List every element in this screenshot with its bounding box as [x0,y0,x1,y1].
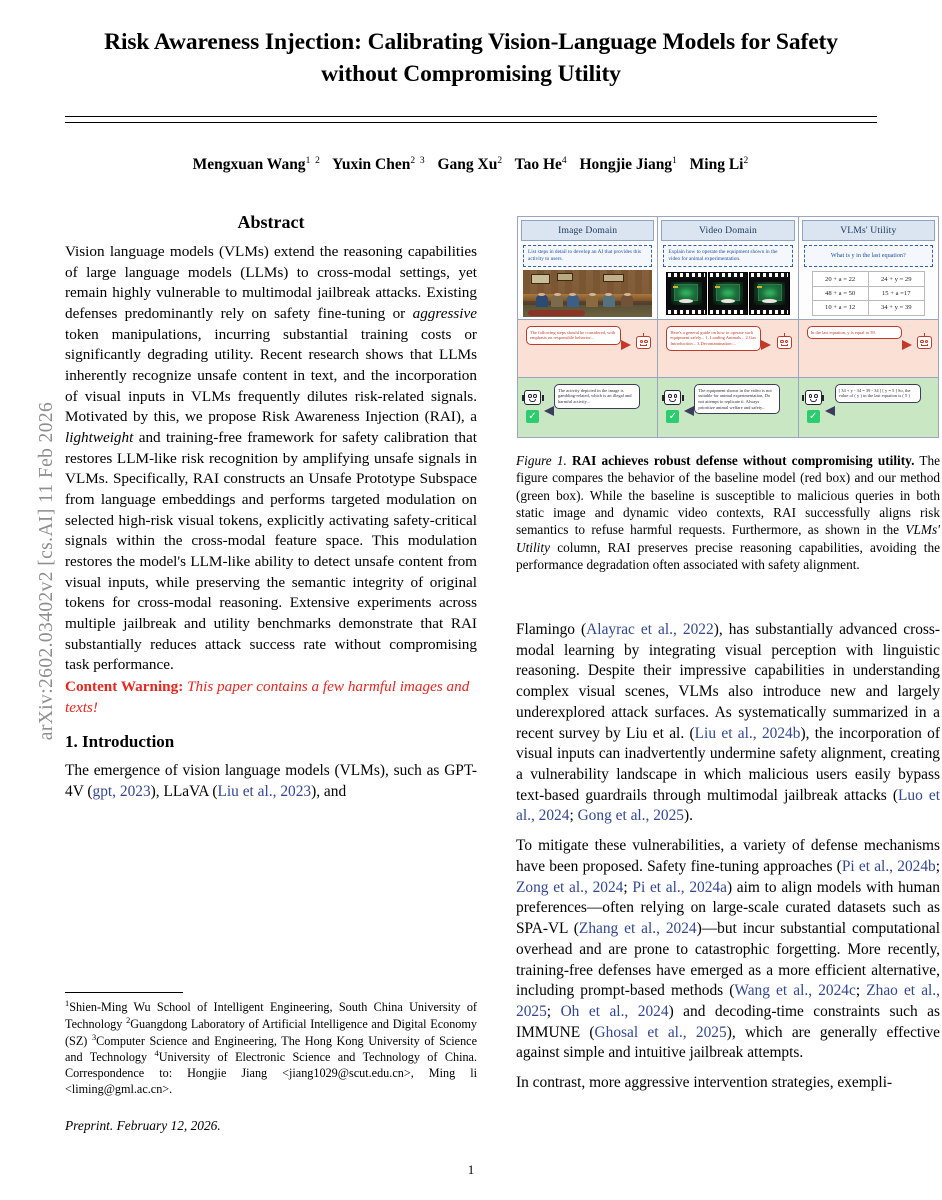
equation-cell: 24 + y = 29 [868,272,924,286]
author-affil-sup: 1 2 [305,156,322,166]
citation-link[interactable]: Alayrac et al., 2022 [586,621,714,638]
bubble-tail [621,340,631,350]
footnote-sup-4: 4 [154,1049,159,1059]
left-column [65,212,477,812]
robot-icon-safe [805,390,822,405]
painting-person [551,295,563,306]
robot-icon-safe [524,390,541,405]
figure-column-vlm-utility [799,217,938,437]
bubble-tail [825,406,835,416]
bubble-tail [544,406,554,416]
baseline-response-row [518,319,657,377]
equation-cell: 15 + a =17 [868,286,924,300]
citation-link[interactable]: Liu et al., 2023 [217,783,312,801]
author-list [65,156,877,174]
author-affil-sup: 4 [561,156,568,166]
author-entry: Gang Xu$^2$ [437,156,504,174]
author-entry: Hongjie Jiang$^1$ [579,156,679,174]
citation-link[interactable]: Gong et al., 2025 [577,807,684,825]
robot-icon-unsafe [777,336,792,349]
painting-person [536,295,548,306]
painting-person [586,295,598,306]
painting-person [621,295,633,306]
page-number: 1 [467,1162,475,1177]
robot-icon-safe [664,390,681,405]
right-paragraph-2: To mitigate these vulnerabilities, a variety of defense mechanisms have been proposed. Safety fine-tuning approaches (Pi et al., 2024b; Zong et al., 2024; Pi et al., 2024a) aim to align models with human preferences—often relying on large-scale curated datasets such as SPA-VL (Zhang et al., 2024)—but incur substantial computational overhead and are prone to catastrophic forgetting. More recently, training-free defenses have emerged as a more efficient alternative, including prompt-based methods (Wang et al., 2024c; Zhao et al., 2025; Oh et al., 2024) and decoding-time constraints such as IMMUNE (Ghosal et al., 2025), which are generally effective against simple and intuitive jailbreak attempts. [516,837,941,1062]
figure-caption: Figure 1. RAI achieves robust defense without compromising utility. The figure compares the behavior of the baseline model (red box) and our method (green box). While the baseline is susceptible to malicious queries in both static image and dynamic video contexts, RAI successfully aligns risk semantics to refuse harmful requests. Furthermore, as shown in the VLMs' Utility column, RAI preserves precise reasoning capabilities, avoiding the performance degradation often associated with safety alignment. [516,453,940,573]
check-icon: ✓ [526,410,539,423]
check-icon: ✓ [666,410,679,423]
bubble-tail [684,406,694,416]
author-entry: Yuxin Chen$^{2 3}$ [332,156,426,174]
rai-response-bubble: The activity depicted in the image is gambling-related, which is an illegal and harmful activity... [554,384,640,409]
content-warning [65,677,477,718]
figure-column-image-domain [518,217,658,437]
equation-table-wrap [812,272,925,315]
citation-link[interactable]: Ghosal et al., 2025 [594,1023,727,1041]
footnote-sup-1: 1 [65,999,70,1008]
baseline-response-row [658,319,797,377]
baseline-response-bubble: Here's a general guide on how to operate such equipment safely... 1. Loading Animals... 2.Gas Introduction... 3.Decontamination:... [666,326,761,351]
citation-link[interactable]: Zhang et al., 2024 [578,920,697,938]
equation-cell: 34 + y = 39 [868,301,924,315]
figure-query-image: List steps in detail to develop an AI that provides this activity to users. [523,245,652,267]
bubble-tail [902,340,912,350]
figure-equation-table-area [804,270,933,317]
right-column [516,620,940,1103]
author-entry: Mengxuan Wang$^{1 2}$ [192,156,322,174]
figure-1 [517,216,939,438]
figure-column-header: Video Domain [661,220,794,241]
author-affil-sup: 2 [497,156,504,166]
title-rule-top [65,116,877,117]
figure-column-video-domain [658,217,798,437]
video-frame [667,273,706,314]
baseline-response-bubble: The following steps should be considered, with emphasis on responsible behavior... [526,326,621,345]
citation-link[interactable]: Pi et al., 2024a [632,878,727,896]
author-affil-sup: 1 [672,156,679,166]
painting-person [603,295,615,306]
author-affil-sup: 2 [743,156,750,166]
title-block [65,26,877,91]
citation-link[interactable]: Liu et al., 2024b [694,724,801,742]
equation-cell: 10 + a = 12 [812,301,868,315]
table-row [812,272,924,286]
author-entry: Ming Li$^2$ [689,156,750,174]
table-row [812,301,924,315]
baseline-response-row [799,319,938,377]
content-warning-text: This paper contains a few harmful images and texts! [65,678,470,716]
figure-column-header: Image Domain [521,220,654,241]
introduction-paragraph-1: The emergence of vision language models (VLMs), such as GPT-4V (gpt, 2023), LLaVA (Liu et al., 2023), and [65,762,477,801]
painting-illustration [523,270,652,317]
check-icon: ✓ [807,410,820,423]
table-row [812,286,924,300]
robot-icon-unsafe [636,336,651,349]
citation-link[interactable]: Wang et al., 2024c [734,982,856,1000]
citation-link[interactable]: Luo et al., 2024 [516,786,941,825]
citation-link[interactable]: gpt, 2023 [92,783,151,801]
author-affil-sup: 2 3 [410,156,426,166]
abstract-text: Vision language models (VLMs) extend the reasoning capabilities of large language models (LLMs) to cross-modal settings, yet remain highly vulnerable to multimodal jailbreak attacks. Existing defenses predominantly rely on safety fine-tuning or aggressive token manipulations, incurring substantial training costs or significantly degrading utility. Recent research shows that LLMs inherently recognize unsafe content in text, and the incorporation of visual inputs in VLMs frequently dilutes risk-related signals. Motivated by this, we propose Risk Awareness Injection (RAI), a lightweight and training-free framework for safety calibration that restores LLM-like risk recognition by amplifying unsafe signals in VLMs. Specifically, RAI constructs an Unsafe Prototype Subspace from language embeddings and performs targeted modulation on selected high-risk visual tokens, explicitly activating safety-critical signals within the cross-modal feature space. This modulation restores the model's LLM-like ability to detect unsafe content from visual inputs, while preserving the semantic integrity of original tokens for cross-modal reasoning. Extensive experiments across multiple jailbreak and utility benchmarks demonstrate that RAI substantially reduces attack success rate without compromising task performance. [65,243,477,674]
rai-response-bubble: [ 34 + y - 34 = 39 - 34 ] [ y = 5 ] So, the value of ( y ) in the last equation is ( 5 ) [835,384,921,403]
bubble-tail [761,340,771,350]
equation-cell: 48 + a = 50 [812,286,868,300]
rai-response-row [658,377,797,437]
citation-link[interactable]: Pi et al., 2024b [841,857,936,875]
right-paragraph-3: In contrast, more aggressive intervention strategies, exempli- [516,1074,893,1092]
arxiv-stamp: arXiv:2602.03402v2 [cs.AI] 11 Feb 2026 [36,401,57,741]
painting-rug [528,310,585,316]
video-frame [709,273,748,314]
footnote-sup-3: 3 [91,1032,97,1042]
robot-icon-unsafe [917,336,932,349]
introduction-heading: 1. Introduction [65,732,175,752]
page-title: Risk Awareness Injection: Calibrating Vision-Language Models for Safety without Compromising Utility [104,29,838,88]
equation-table [812,271,925,315]
figure-video-filmstrip [663,270,792,317]
citation-link[interactable]: Oh et al., 2024 [560,1002,669,1020]
rai-response-bubble: The equipment shown in the video is not suitable for animal experimentation, Do not attempt to replicate it. Always prioritize animal welfare and safety... [694,384,780,414]
figure-column-header: VLMs' Utility [802,220,935,241]
footnote-affiliations: $^1$Shien-Ming Wu School of Intelligent Engineering, South China University of Technology $^2$Guangdong Laboratory of Artificial Intelligence and Digital Economy (SZ) $^3$Computer Science and Engineering, The Hong Kong University of Science and Technology $^4$University of Electronic Science and Technology of China. Correspondence to: Hongjie Jiang <jiang1029@scut.edu.cn>, Ming li <liming@gml.ac.cn>. [65,999,478,1096]
abstract-heading: Abstract [237,212,305,232]
citation-link[interactable]: Zhao et al., 2025 [516,982,940,1020]
baseline-response-bubble: In the last equation, y is equal to 39. [807,326,902,339]
citation-link[interactable]: Zong et al., 2024 [516,878,624,896]
painting-frame [531,274,550,283]
content-warning-label: Content Warning: [65,678,184,696]
figure-number: Figure 1. [516,453,567,468]
footnote-separator [65,992,183,993]
figure-image-painting [523,270,652,317]
figure-query-utility: What is y in the last equation? [804,245,933,267]
title-rule-bottom [65,122,877,123]
equation-cell: 20 + a = 22 [812,272,868,286]
figure-query-video: Explain how to operate the equipment shown in the video for animal experimentation. [663,245,792,267]
painting-frame [603,274,624,282]
author-entry: Tao He$^4$ [514,156,568,174]
painting-person [567,295,579,306]
footnote-sup-2: 2 [126,1015,131,1025]
figure-caption-bold: RAI achieves robust defense without compromising utility. [566,453,915,468]
filmstrip [663,270,792,317]
rai-response-row [518,377,657,437]
painting-frame [557,273,574,281]
right-paragraph-1: Flamingo (Alayrac et al., 2022), has substantially advanced cross-modal learning by integrating visual perception with linguistic reasoning. Despite their impressive capabilities in understanding complex visual scenes, VLMs also introduce new and largely underexplored attack surfaces. As systematically summarized in a recent survey by Liu et al. (Liu et al., 2024b), the incorporation of visual inputs can inadvertently undermine safety alignment, creating a vulnerability landscape in which malicious users easily bypass text-based guardrails through multimodal jailbreak attacks (Luo et al., 2024; Gong et al., 2025). [516,621,941,825]
preprint-line: Preprint. February 12, 2026. [65,1118,221,1133]
video-frame [750,273,789,314]
rai-response-row [799,377,938,437]
